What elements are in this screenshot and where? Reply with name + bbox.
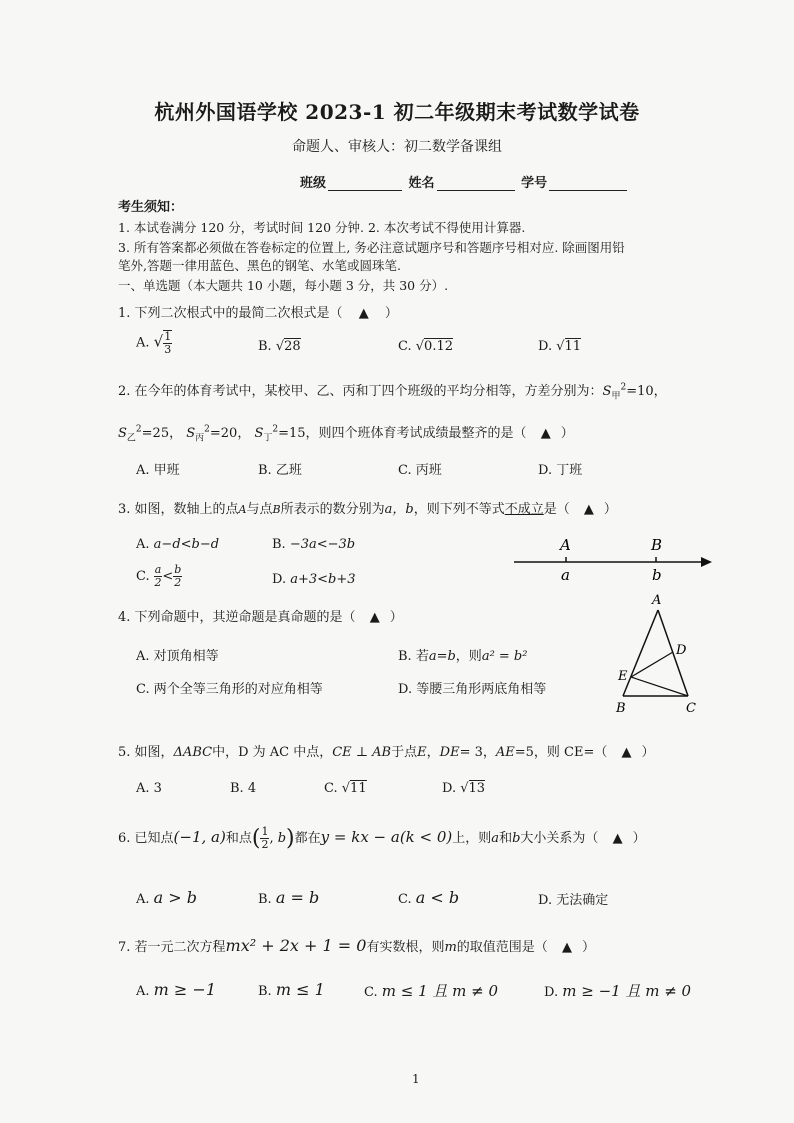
notice-heading: 考生须知：: [118, 200, 184, 215]
name-field[interactable]: [437, 176, 515, 191]
question-3-stem: 3. 如图，数轴上的点A与点B所表示的数分别为a，b，则下列不等式不成立是（ ▲ ）: [118, 502, 617, 517]
exam-title: 杭州外国语学校 2023-1 初二年级期末考试数学试卷: [154, 100, 640, 124]
id-label: 学号: [521, 176, 548, 191]
vertex-label-D: D: [676, 643, 687, 658]
question-4-stem: 4. 下列命题中，其逆命题是真命题的是（ ▲ ）: [118, 610, 403, 625]
vertex-label-C: C: [686, 701, 696, 716]
name-label: 姓名: [408, 176, 435, 191]
triangle-icon: ▲: [540, 426, 551, 441]
q7-option-c[interactable]: C. m ≤ 1 且 m ≠ 0: [364, 982, 499, 1000]
q5-option-c[interactable]: C. √11: [324, 781, 367, 796]
question-1-stem: 1. 下列二次根式中的最简二次根式是（ ▲ ）: [118, 306, 398, 321]
triangle-icon: ▲: [369, 610, 380, 625]
q1-option-c[interactable]: C. √0.12: [398, 339, 453, 354]
axis-label-a: a: [561, 566, 570, 584]
q2-option-b[interactable]: B. 乙班: [258, 463, 302, 478]
q5-option-d[interactable]: D. √13: [442, 781, 486, 796]
q6-option-d[interactable]: D. 无法确定: [538, 893, 609, 908]
q2-option-c[interactable]: C. 丙班: [398, 463, 442, 478]
q2-option-d[interactable]: D. 丁班: [538, 463, 583, 478]
axis-label-b: b: [652, 566, 662, 584]
q5-option-b[interactable]: B. 4: [230, 781, 257, 796]
class-field[interactable]: [328, 176, 402, 191]
exam-subtitle: 命题人、审核人：初二数学备课组: [292, 139, 502, 155]
q1-option-d[interactable]: D. √11: [538, 339, 582, 354]
question-2-stem-line1: 2. 在今年的体育考试中，某校甲、乙、丙和丁四个班级的平均分相等，方差分别为：$S_甲^2=10$，: [118, 382, 667, 402]
q4-option-d[interactable]: D. 等腰三角形两底角相等: [398, 682, 547, 697]
student-info-fields: [300, 172, 629, 191]
question-2-stem-line2: $S_乙^2=25$， $S_丙^2=20$， $S_丁^2=15$，则四个班体育考试成绩最整齐的是（ ▲ ）: [118, 424, 574, 444]
q1-option-b[interactable]: B. √28: [258, 339, 301, 354]
triangle-icon: ▲: [612, 831, 623, 846]
axis-label-A: A: [560, 536, 571, 554]
q7-option-b[interactable]: B. m ≤ 1: [258, 980, 325, 999]
vertex-label-E: E: [618, 669, 628, 684]
vertex-label-B: B: [616, 701, 626, 716]
notice-line-1: 1. 本试卷满分 120 分，考试时间 120 分钟. 2. 本次考试不得使用计算器.: [118, 220, 526, 235]
q1-option-a[interactable]: A. √ $\frac{1}{3}$: [136, 330, 172, 356]
question-5-stem: 5. 如图，ΔABC中，D 为 AC 中点，CE ⊥ AB于点E，DE= 3，AE=5，则 CE=（ ▲ ）: [118, 745, 655, 760]
axis-label-B: B: [651, 536, 663, 554]
q3-option-b[interactable]: B. −3a<−3b: [272, 537, 356, 552]
q4-option-b[interactable]: B. 若a=b，则a² = b²: [398, 649, 528, 664]
triangle-icon: ▲: [583, 502, 594, 517]
q3-option-a[interactable]: A. a−d<b−d: [136, 537, 220, 552]
triangle-icon: ▲: [621, 745, 632, 760]
section-heading: 一、单选题（本大题共 10 小题，每小题 3 分，共 30 分）.: [118, 278, 449, 293]
vertex-label-A: A: [652, 593, 662, 608]
class-label: 班级: [300, 176, 327, 191]
number-line-figure: [508, 530, 718, 586]
triangle-icon: ▲: [561, 940, 572, 955]
q6-option-b[interactable]: B. a = b: [258, 888, 320, 907]
q7-option-a[interactable]: A. m ≥ −1: [136, 980, 217, 999]
q4-option-c[interactable]: C. 两个全等三角形的对应角相等: [136, 682, 323, 697]
page-number: 1: [412, 1072, 420, 1086]
q6-option-a[interactable]: A. a > b: [136, 888, 198, 907]
q3-option-d[interactable]: D. a+3<b+3: [272, 572, 356, 587]
q2-option-a[interactable]: A. 甲班: [136, 463, 180, 478]
q5-option-a[interactable]: A. 3: [136, 781, 162, 796]
q4-option-a[interactable]: A. 对顶角相等: [136, 649, 219, 664]
q6-option-c[interactable]: C. a < b: [398, 888, 460, 907]
q7-option-d[interactable]: D. m ≥ −1 且 m ≠ 0: [544, 982, 692, 1000]
question-7-stem: 7. 若一元二次方程mx² + 2x + 1 = 0有实数根，则m的取值范围是（ ▲ ）: [118, 936, 595, 955]
q3-option-c[interactable]: C. $\frac{a}{2}$ < $\frac{b}{2}$: [136, 563, 182, 589]
question-6-stem: 6. 已知点(−1, a)和点( $\frac{1}{2}$ , b)都在y = kx − a(k < 0)上，则a和b大小关系为（ ▲ ）: [118, 825, 646, 851]
triangle-figure: [606, 590, 706, 718]
notice-line-3: 笔外,答题一律用蓝色、黑色的钢笔、水笔或圆珠笔.: [118, 258, 401, 273]
id-field[interactable]: [549, 176, 627, 191]
notice-line-2: 3. 所有答案都必须做在答卷标定的位置上, 务必注意试题序号和答题序号相对应. 除画图用铅: [118, 240, 625, 255]
triangle-icon: ▲: [358, 306, 369, 321]
